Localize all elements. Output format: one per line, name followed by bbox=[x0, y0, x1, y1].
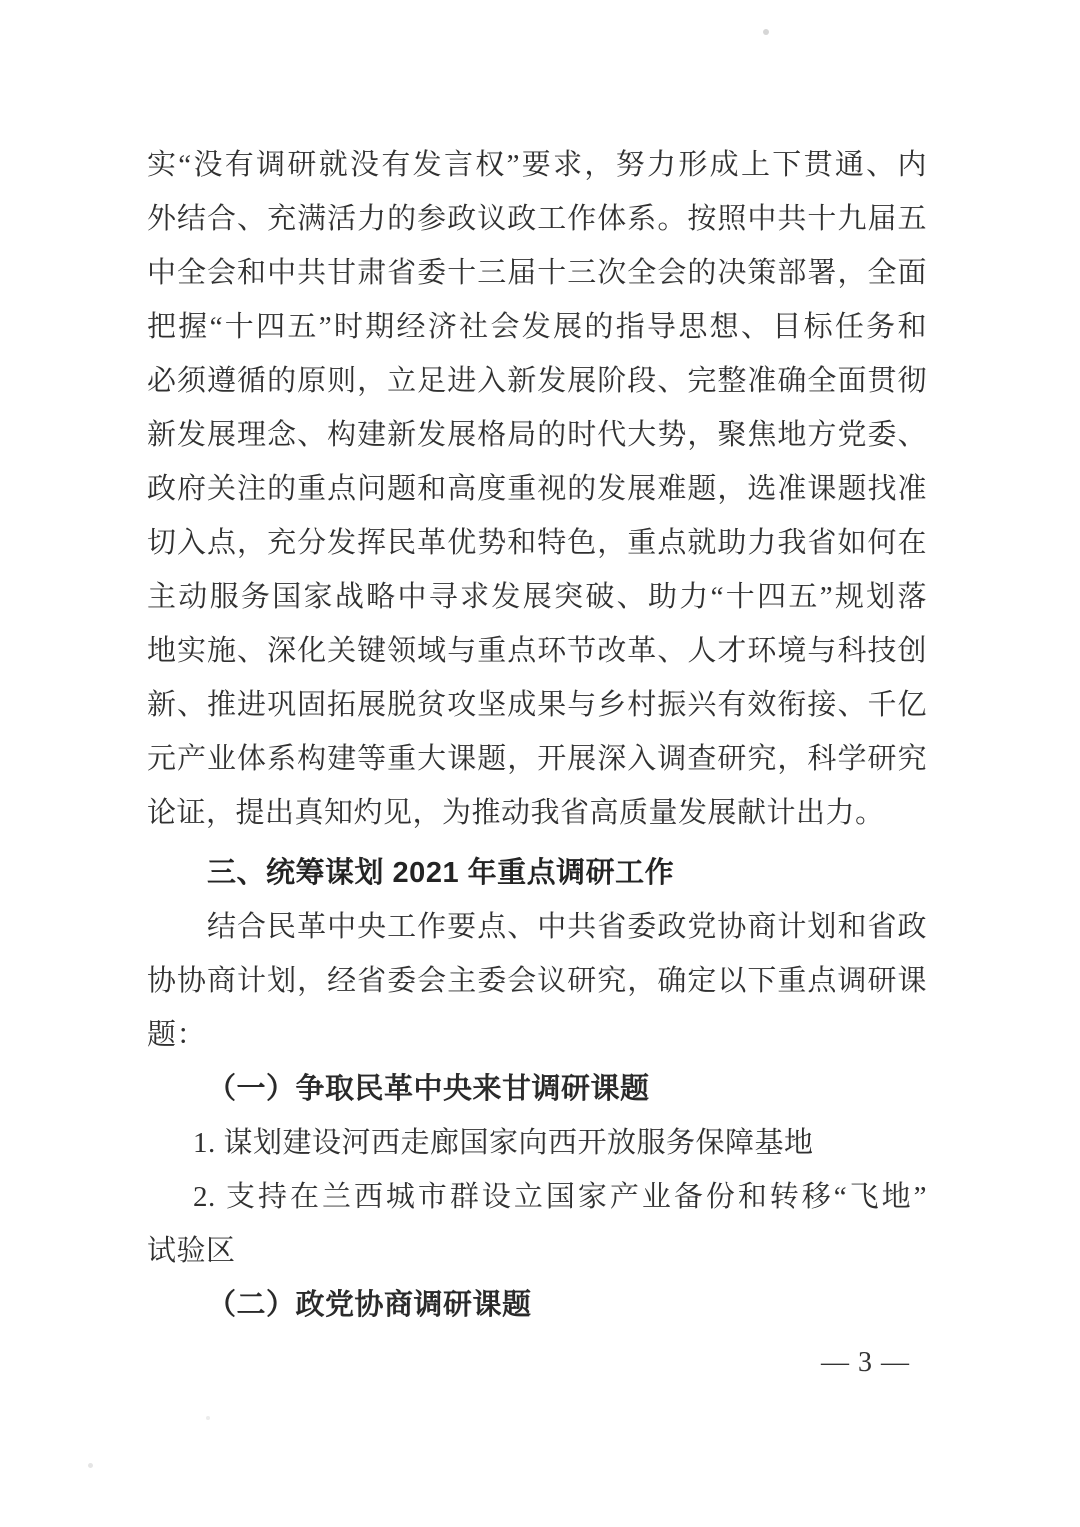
text-line: 必须遵循的原则，立足进入新发展阶段、完整准确全面贯彻 bbox=[147, 365, 927, 397]
list-item-continuation: 试验区 bbox=[147, 1235, 236, 1267]
text-line: 元产业体系构建等重大课题，开展深入调查研究，科学研究 bbox=[147, 743, 927, 775]
text-line: 政府关注的重点问题和高度重视的发展难题，选准课题找准 bbox=[147, 473, 927, 505]
text-line: 中全会和中共甘肃省委十三届十三次全会的决策部署，全面 bbox=[147, 257, 927, 289]
scan-speck-icon bbox=[88, 1463, 93, 1468]
section-heading: 三、统筹谋划 2021 年重点调研工作 bbox=[207, 857, 675, 889]
subsection-heading: （二）政党协商调研课题 bbox=[207, 1289, 532, 1321]
text-line: 新、推进巩固拓展脱贫攻坚成果与乡村振兴有效衔接、千亿 bbox=[147, 689, 927, 721]
text-line: 新发展理念、构建新发展格局的时代大势，聚焦地方党委、 bbox=[147, 419, 927, 451]
text-line: 题： bbox=[147, 1019, 207, 1051]
text-line: 主动服务国家战略中寻求发展突破、助力“十四五”规划落 bbox=[147, 581, 927, 613]
text-line: 地实施、深化关键领域与重点环节改革、人才环境与科技创 bbox=[147, 635, 927, 667]
scan-speck-icon bbox=[206, 1416, 210, 1420]
list-item: 1. 谋划建设河西走廊国家向西开放服务保障基地 bbox=[193, 1127, 814, 1159]
list-item: 2. 支持在兰西城市群设立国家产业备份和转移“飞地” bbox=[193, 1181, 927, 1213]
text-line: 论证，提出真知灼见，为推动我省高质量发展献计出力。 bbox=[147, 797, 885, 829]
subsection-heading: （一）争取民革中央来甘调研课题 bbox=[207, 1073, 650, 1105]
text-line: 实“没有调研就没有发言权”要求，努力形成上下贯通、内 bbox=[147, 149, 927, 181]
text-line: 协协商计划，经省委会主委会议研究，确定以下重点调研课 bbox=[147, 965, 927, 997]
text-line: 把握“十四五”时期经济社会发展的指导思想、目标任务和 bbox=[147, 311, 927, 343]
text-line: 外结合、充满活力的参政议政工作体系。按照中共十九届五 bbox=[147, 203, 927, 235]
text-line: 切入点，充分发挥民革优势和特色，重点就助力我省如何在 bbox=[147, 527, 927, 559]
document-text-block bbox=[147, 138, 927, 1332]
scan-speck-icon bbox=[763, 29, 769, 35]
page-number: — 3 — bbox=[821, 1347, 910, 1378]
text-line: 结合民革中央工作要点、中共省委政党协商计划和省政 bbox=[207, 911, 927, 943]
